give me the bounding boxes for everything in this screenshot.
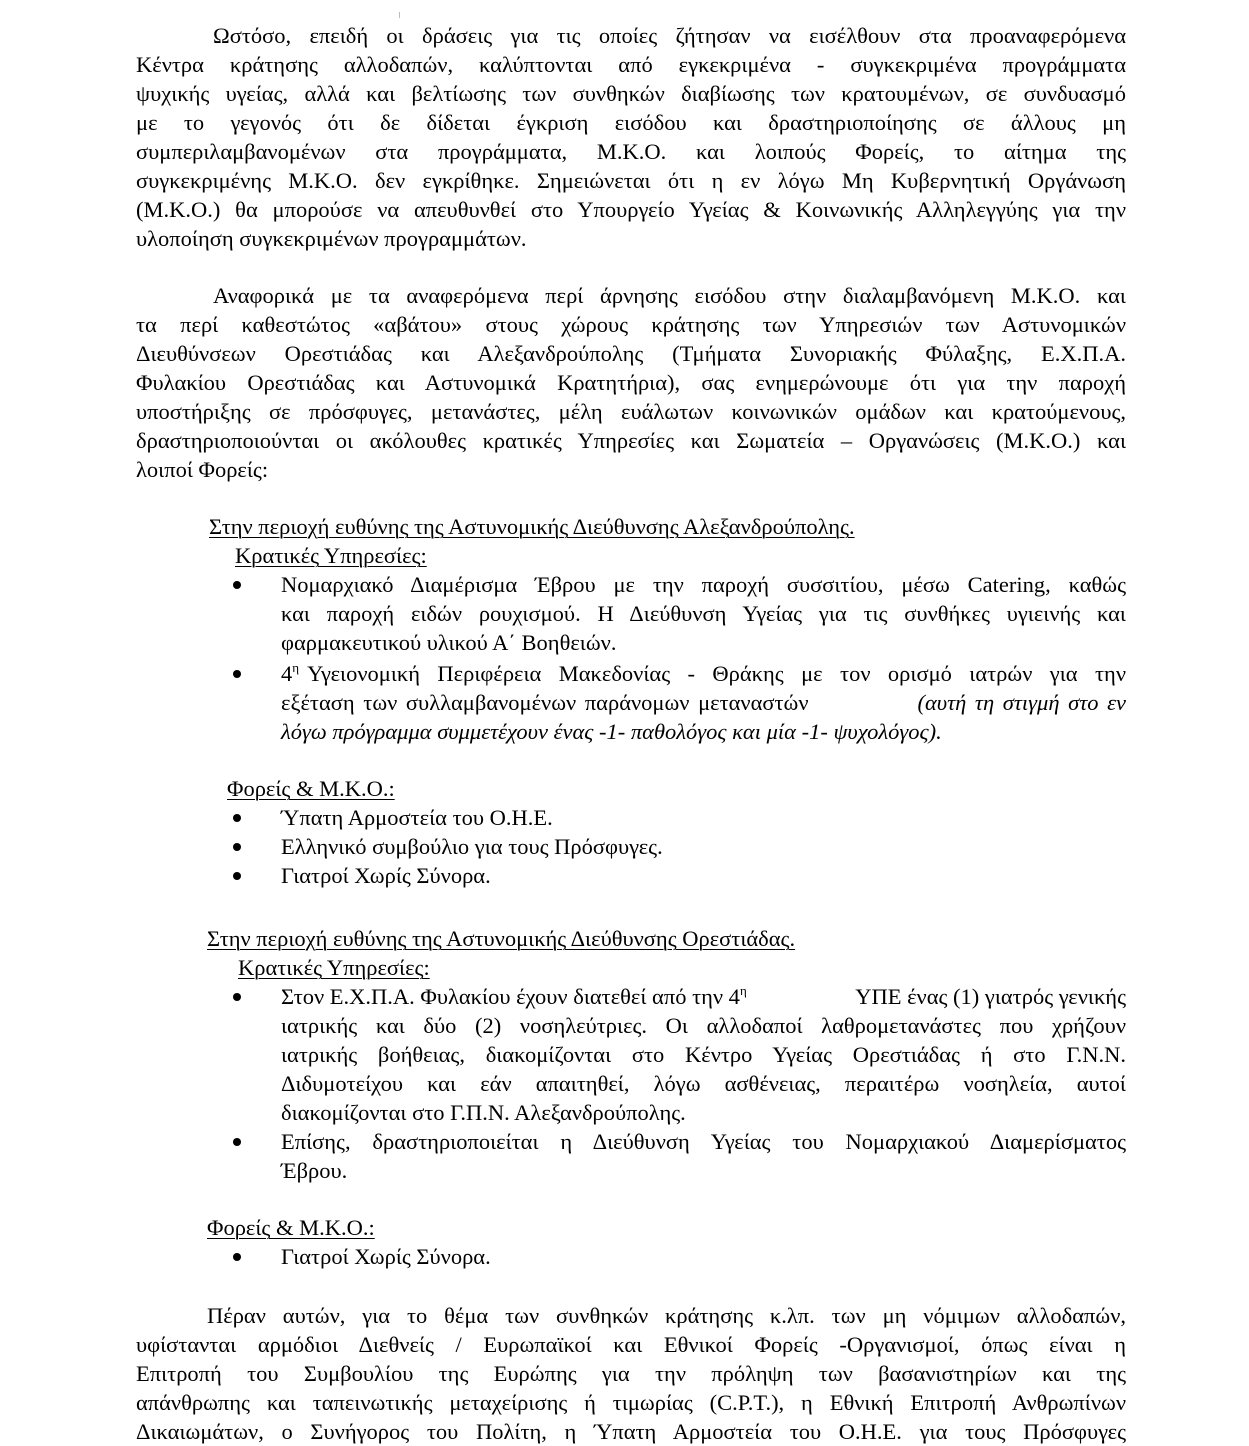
text-line: Ωστόσο, επειδή οι δράσεις για τις οποίες ζήτησαν να εισέλθουν στα προαναφερόμενα (213, 23, 1126, 48)
ordinal-suffix: η (292, 660, 300, 675)
text-line: Γιατροί Χωρίς Σύνορα. (281, 1244, 491, 1269)
bullet-icon (233, 814, 241, 822)
text-line (281, 982, 1126, 1011)
text-line (281, 688, 1126, 717)
text-line: Επίσης, δραστηριοποιείται η Διεύθυνση Υγείας του Νομαρχιακού Διαμερίσματος (281, 1129, 1126, 1154)
text-span: εξέταση των συλλαμβανομένων παράνομων μεταναστών (281, 690, 809, 715)
text-line: Δικαιωμάτων, ο Συνήγορος του Πολίτη, η Ύπατη Αρμοστεία του Ο.Η.Ε. για τους Πρόσφυγες (136, 1419, 1126, 1444)
text-line: τα περί καθεστώτος «αβάτου» στους χώρους κράτησης των Υπηρεσιών των Αστυνομικών (136, 312, 1126, 337)
text-line: λόγω πρόγραμμα συμμετέχουν ένας -1- παθολόγος και μία -1- ψυχολόγος). (281, 719, 942, 744)
text-line: Έβρου. (281, 1158, 348, 1183)
text-line: διακομίζονται στο Γ.Π.Ν. Αλεξανδρούπολης. (281, 1100, 686, 1125)
text-line: λοιποί Φορείς: (136, 457, 269, 482)
bullet-icon (233, 843, 241, 851)
text-line: συγκεκριμένης Μ.Κ.Ο. δεν εγκρίθηκε. Σημειώνεται ότι η εν λόγω Μη Κυβερνητική Οργάνωση (136, 168, 1126, 193)
subsection-heading-orgs: Φορείς & Μ.Κ.Ο.: (227, 776, 395, 801)
subsection-heading-state-services: Κρατικές Υπηρεσίες: (238, 955, 430, 980)
text-line: ιατρικής και δύο (2) νοσηλεύτριες. Οι αλλοδαποί λαθρομετανάστες που χρήζουν (281, 1013, 1126, 1038)
ordinal (281, 659, 299, 688)
text-span: Υγειονομική Περιφέρεια Μακεδονίας - Θράκης με τον ορισμό ιατρών για την (307, 661, 1126, 686)
text-line: υφίστανται αρμόδιοι Διεθνείς / Ευρωπαϊκοί και Εθνικοί Φορείς -Οργανισμοί, όπως είναι η (136, 1332, 1126, 1357)
ordinal-number: 4 (281, 661, 293, 686)
text-line (281, 659, 1126, 688)
text-line: Επιτροπή του Συμβουλίου της Ευρώπης για την πρόληψη των βασανιστηρίων και της (136, 1361, 1126, 1386)
text-line: Διδυμοτείχου και εάν απαιτηθεί, λόγω ασθένειας, περαιτέρω νοσηλεία, αυτοί (281, 1071, 1126, 1096)
text-span: ΥΠΕ ένας (1) γιατρός γενικής (844, 984, 1126, 1009)
text-line: Κέντρα κράτησης αλλοδαπών, καλύπτονται από εγκεκριμένα - συγκεκριμένα προγράμματα (136, 52, 1126, 77)
text-line: απάνθρωπης και ταπεινωτικής μεταχείρισης ή τιμωρίας (C.P.T.), η Εθνική Επιτροπή Ανθρωπίνων (136, 1390, 1126, 1415)
text-line: φαρμακευτικού υλικού Α΄ Βοηθειών. (281, 630, 617, 655)
ordinal-suffix: η (739, 983, 747, 998)
text-line: και παροχή ειδών ρουχισμού. Η Διεύθυνση Υγείας για τις συνθήκες υγιεινής και (281, 601, 1126, 626)
section-heading: Στην περιοχή ευθύνης της Αστυνομικής Διεύθυνσης Αλεξανδρούπολης. (209, 514, 855, 539)
text-span: Στον Ε.Χ.Π.Α. Φυλακίου έχουν διατεθεί από την 4 (281, 984, 740, 1009)
text-line: με το γεγονός ότι δε δίδεται έγκριση εισόδου και δραστηριοποίησης σε άλλους μη (136, 110, 1126, 135)
bullet-icon (233, 993, 241, 1001)
text-line: Ελληνικό συμβούλιο για τους Πρόσφυγες. (281, 834, 663, 859)
text-line: ιατρικής βοήθειας, διακομίζονται στο Κέντρο Υγείας Ορεστιάδας ή στο Γ.Ν.Ν. (281, 1042, 1126, 1067)
text-line: ψυχικής υγείας, αλλά και βελτίωσης των συνθηκών διαβίωσης των κρατουμένων, σε συνδυασμό (136, 81, 1126, 106)
text-line: συμπεριλαμβανομένων στα προγράμματα, Μ.Κ.Ο. και λοιπούς Φορείς, το αίτημα της (136, 139, 1126, 164)
scan-mark (399, 12, 400, 18)
subsection-heading-state-services: Κρατικές Υπηρεσίες: (235, 543, 427, 568)
text-span (281, 982, 747, 1011)
text-line: Διευθύνσεων Ορεστιάδας και Αλεξανδρούπολης (Τμήματα Συνοριακής Φύλαξης, Ε.Χ.Π.Α. (136, 341, 1126, 366)
text-line: υποστήριξης σε πρόσφυγες, μετανάστες, μέλη ευάλωτων κοινωνικών ομάδων και κρατούμενους, (136, 399, 1126, 424)
text-line: υλοποίηση συγκεκριμένων προγραμμάτων. (136, 226, 527, 251)
text-span-italic: (αυτή τη στιγμή στο εν (917, 690, 1126, 715)
text-line: Ύπατη Αρμοστεία του Ο.Η.Ε. (281, 805, 553, 830)
bullet-icon (233, 1253, 241, 1261)
text-line: δραστηριοποιούνται οι ακόλουθες κρατικές Υπηρεσίες και Σωματεία – Οργανώσεις (Μ.Κ.Ο.) και (136, 428, 1126, 453)
text-line: Γιατροί Χωρίς Σύνορα. (281, 863, 491, 888)
section-heading: Στην περιοχή ευθύνης της Αστυνομικής Διεύθυνσης Ορεστιάδας. (207, 926, 796, 951)
bullet-icon (233, 581, 241, 589)
text-line: Πέραν αυτών, για το θέμα των συνθηκών κράτησης κ.λπ. των μη νόμιμων αλλοδαπών, (207, 1303, 1126, 1328)
bullet-icon (233, 670, 241, 678)
text-line: Αναφορικά με τα αναφερόμενα περί άρνησης εισόδου στην διαλαμβανόμενη Μ.Κ.Ο. και (213, 283, 1126, 308)
bullet-icon (233, 1138, 241, 1146)
bullet-icon (233, 872, 241, 880)
text-line: Φυλακίου Ορεστιάδας και Αστυνομικά Κρατητήρια), σας ενημερώνουμε ότι για την παροχή (136, 370, 1126, 395)
text-line: Νομαρχιακό Διαμέρισμα Έβρου με την παροχή συσσιτίου, μέσω Catering, καθώς (281, 572, 1126, 597)
text-line: (Μ.Κ.Ο.) θα μπορούσε να απευθυνθεί στο Υπουργείο Υγείας & Κοινωνικής Αλληλεγγύης για την (136, 197, 1126, 222)
subsection-heading-orgs: Φορείς & Μ.Κ.Ο.: (207, 1215, 375, 1240)
